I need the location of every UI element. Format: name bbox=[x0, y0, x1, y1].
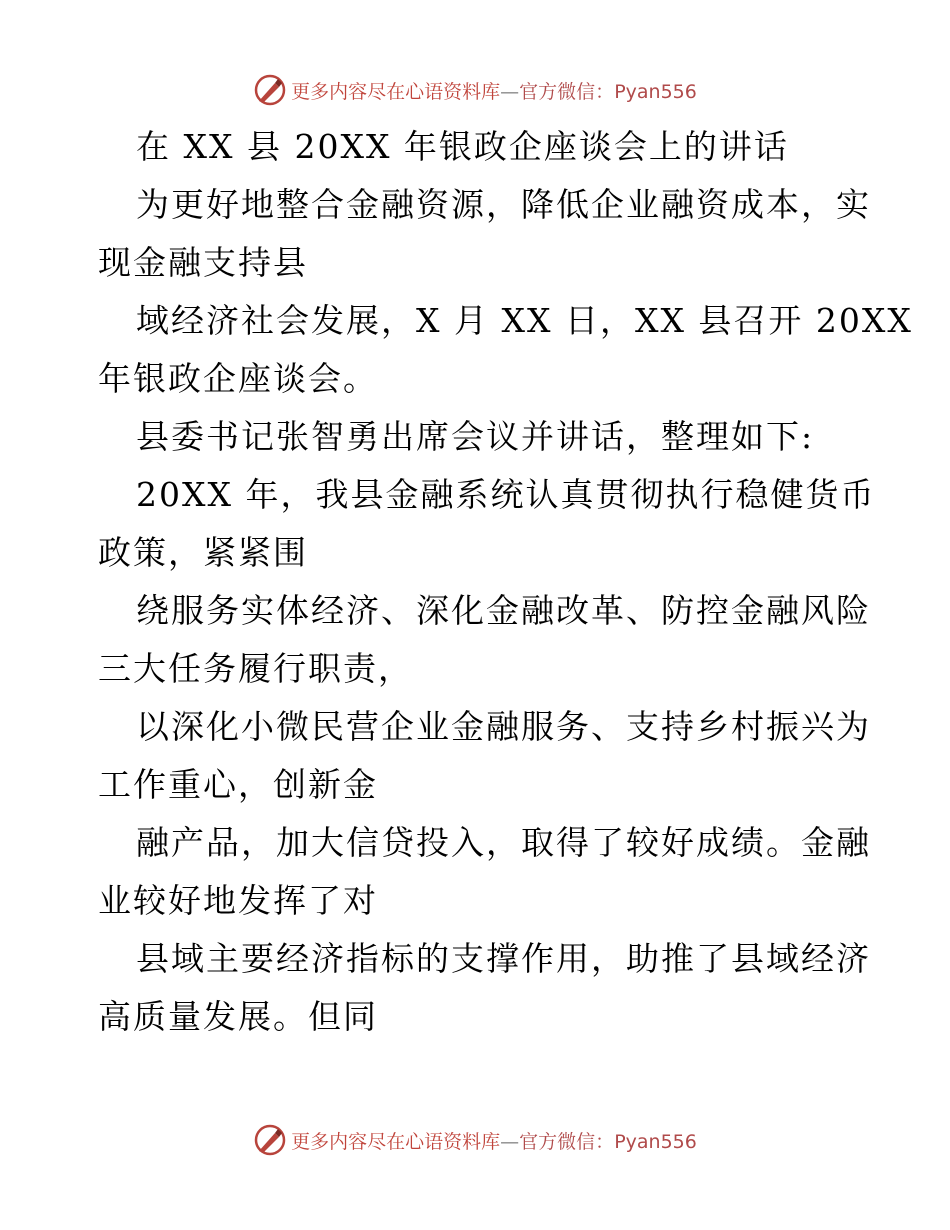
pen-logo-icon bbox=[253, 1123, 287, 1157]
text-line: 县域主要经济指标的支撑作用，助推了县域经济 bbox=[136, 939, 871, 978]
banner-slogan: 更多内容尽在心语资料库 bbox=[291, 80, 501, 103]
text-line: 绕服务实体经济、深化金融改革、防控金融风险 bbox=[136, 591, 871, 630]
text-line: 现金融支持县 bbox=[98, 243, 308, 282]
document-body bbox=[98, 118, 913, 1046]
banner-wechat-label: 官方微信： bbox=[519, 80, 615, 103]
text-line: 高质量发展。但同 bbox=[98, 997, 378, 1036]
banner-slogan: 更多内容尽在心语资料库 bbox=[291, 1130, 501, 1153]
text-line: 域经济社会发展，X 月 XX 日，XX 县召开 20XX bbox=[136, 301, 913, 340]
text-line: 为更好地整合金融资源，降低企业融资成本，实 bbox=[136, 185, 871, 224]
text-line: 工作重心，创新金 bbox=[98, 765, 378, 804]
text-line: 20XX 年，我县金融系统认真贯彻执行稳健货币 bbox=[136, 475, 876, 514]
header-banner bbox=[0, 70, 950, 110]
banner-dash: — bbox=[500, 1130, 520, 1153]
footer-banner bbox=[0, 1120, 950, 1160]
text-line: 政策，紧紧围 bbox=[98, 533, 308, 572]
banner-wechat-id: Pyan556 bbox=[614, 80, 697, 103]
text-line: 业较好地发挥了对 bbox=[98, 881, 378, 920]
text-line: 在 XX 县 20XX 年银政企座谈会上的讲话 bbox=[136, 127, 789, 166]
banner-wechat-label: 官方微信： bbox=[519, 1130, 615, 1153]
banner-wechat-id: Pyan556 bbox=[614, 1130, 697, 1153]
text-line: 以深化小微民营企业金融服务、支持乡村振兴为 bbox=[136, 707, 871, 746]
text-line: 县委书记张智勇出席会议并讲话，整理如下: bbox=[136, 417, 815, 456]
banner-dash: — bbox=[500, 80, 520, 103]
text-line: 三大任务履行职责， bbox=[98, 649, 413, 688]
text-line: 融产品，加大信贷投入，取得了较好成绩。金融 bbox=[136, 823, 871, 862]
text-line: 年银政企座谈会。 bbox=[98, 359, 378, 398]
pen-logo-icon bbox=[253, 73, 287, 107]
